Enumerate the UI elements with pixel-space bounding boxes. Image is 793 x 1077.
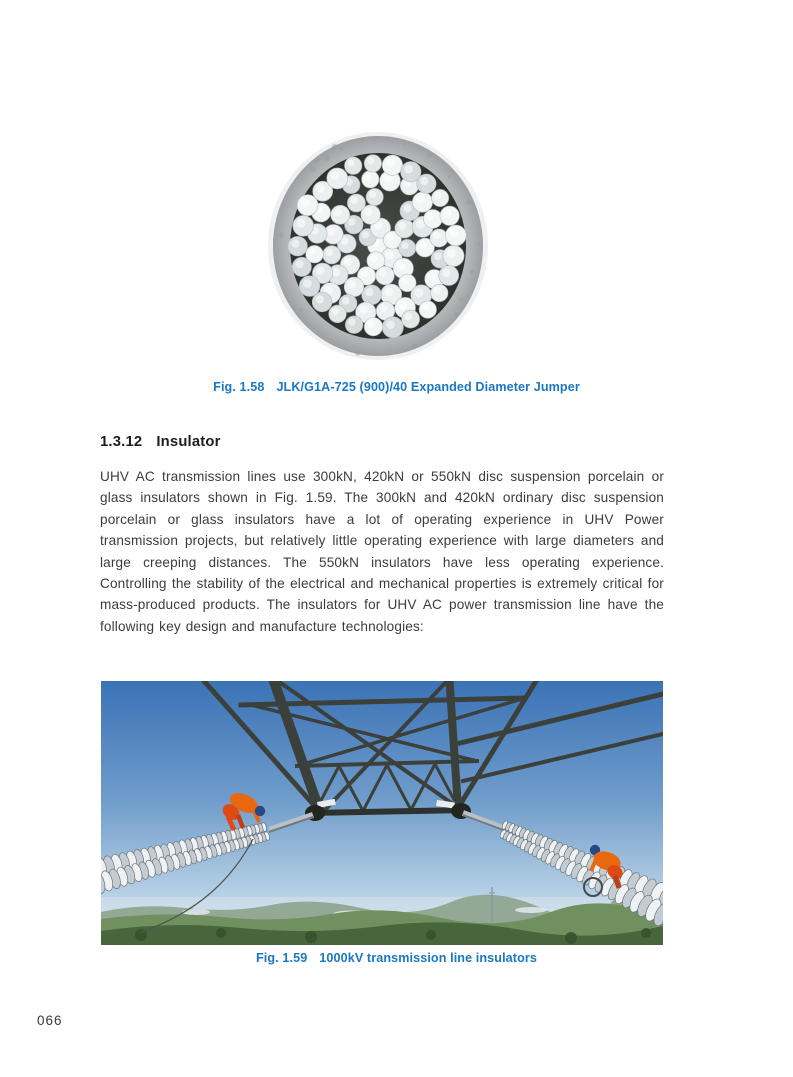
- page-number: 066: [37, 1013, 63, 1028]
- body-paragraph: UHV AC transmission lines use 300kN, 420kN or 550kN disc suspension porcelain or glass insulators shown in Fig. 1.59. The 300kN and 420kN ordinary disc suspension porcelain or glass insulators have a lot of operating experience in UHV Power transmission projects, but relatively little operating experience with large diameters and large creeping distances. The 550kN insulators have less operating experience. Controlling the stability of the electrical and mechanical properties is extremely critical for mass-produced products. The insulators for UHV AC power transmission line have the following key design and manufacture technologies:: [100, 469, 664, 634]
- section-number: 1.3.12: [100, 434, 143, 450]
- figure-1-59-caption-label: Fig. 1.59: [256, 951, 308, 965]
- insulator-photo-image: [101, 681, 663, 945]
- figure-1-58-caption: [0, 380, 793, 394]
- figure-1-58: [267, 131, 489, 361]
- figure-1-58-caption-label: Fig. 1.58: [213, 380, 265, 394]
- figure-1-59-caption-text: 1000kV transmission line insulators: [319, 951, 537, 965]
- section-title: Insulator: [156, 434, 221, 450]
- jumper-cross-section-image: [267, 131, 489, 361]
- figure-1-59-caption: [0, 951, 793, 965]
- helmet-left: [255, 806, 265, 816]
- figure-1-58-caption-text: JLK/G1A-725 (900)/40 Expanded Diameter Jumper: [276, 380, 580, 394]
- section-heading: [100, 434, 221, 450]
- figure-1-59: [101, 681, 663, 945]
